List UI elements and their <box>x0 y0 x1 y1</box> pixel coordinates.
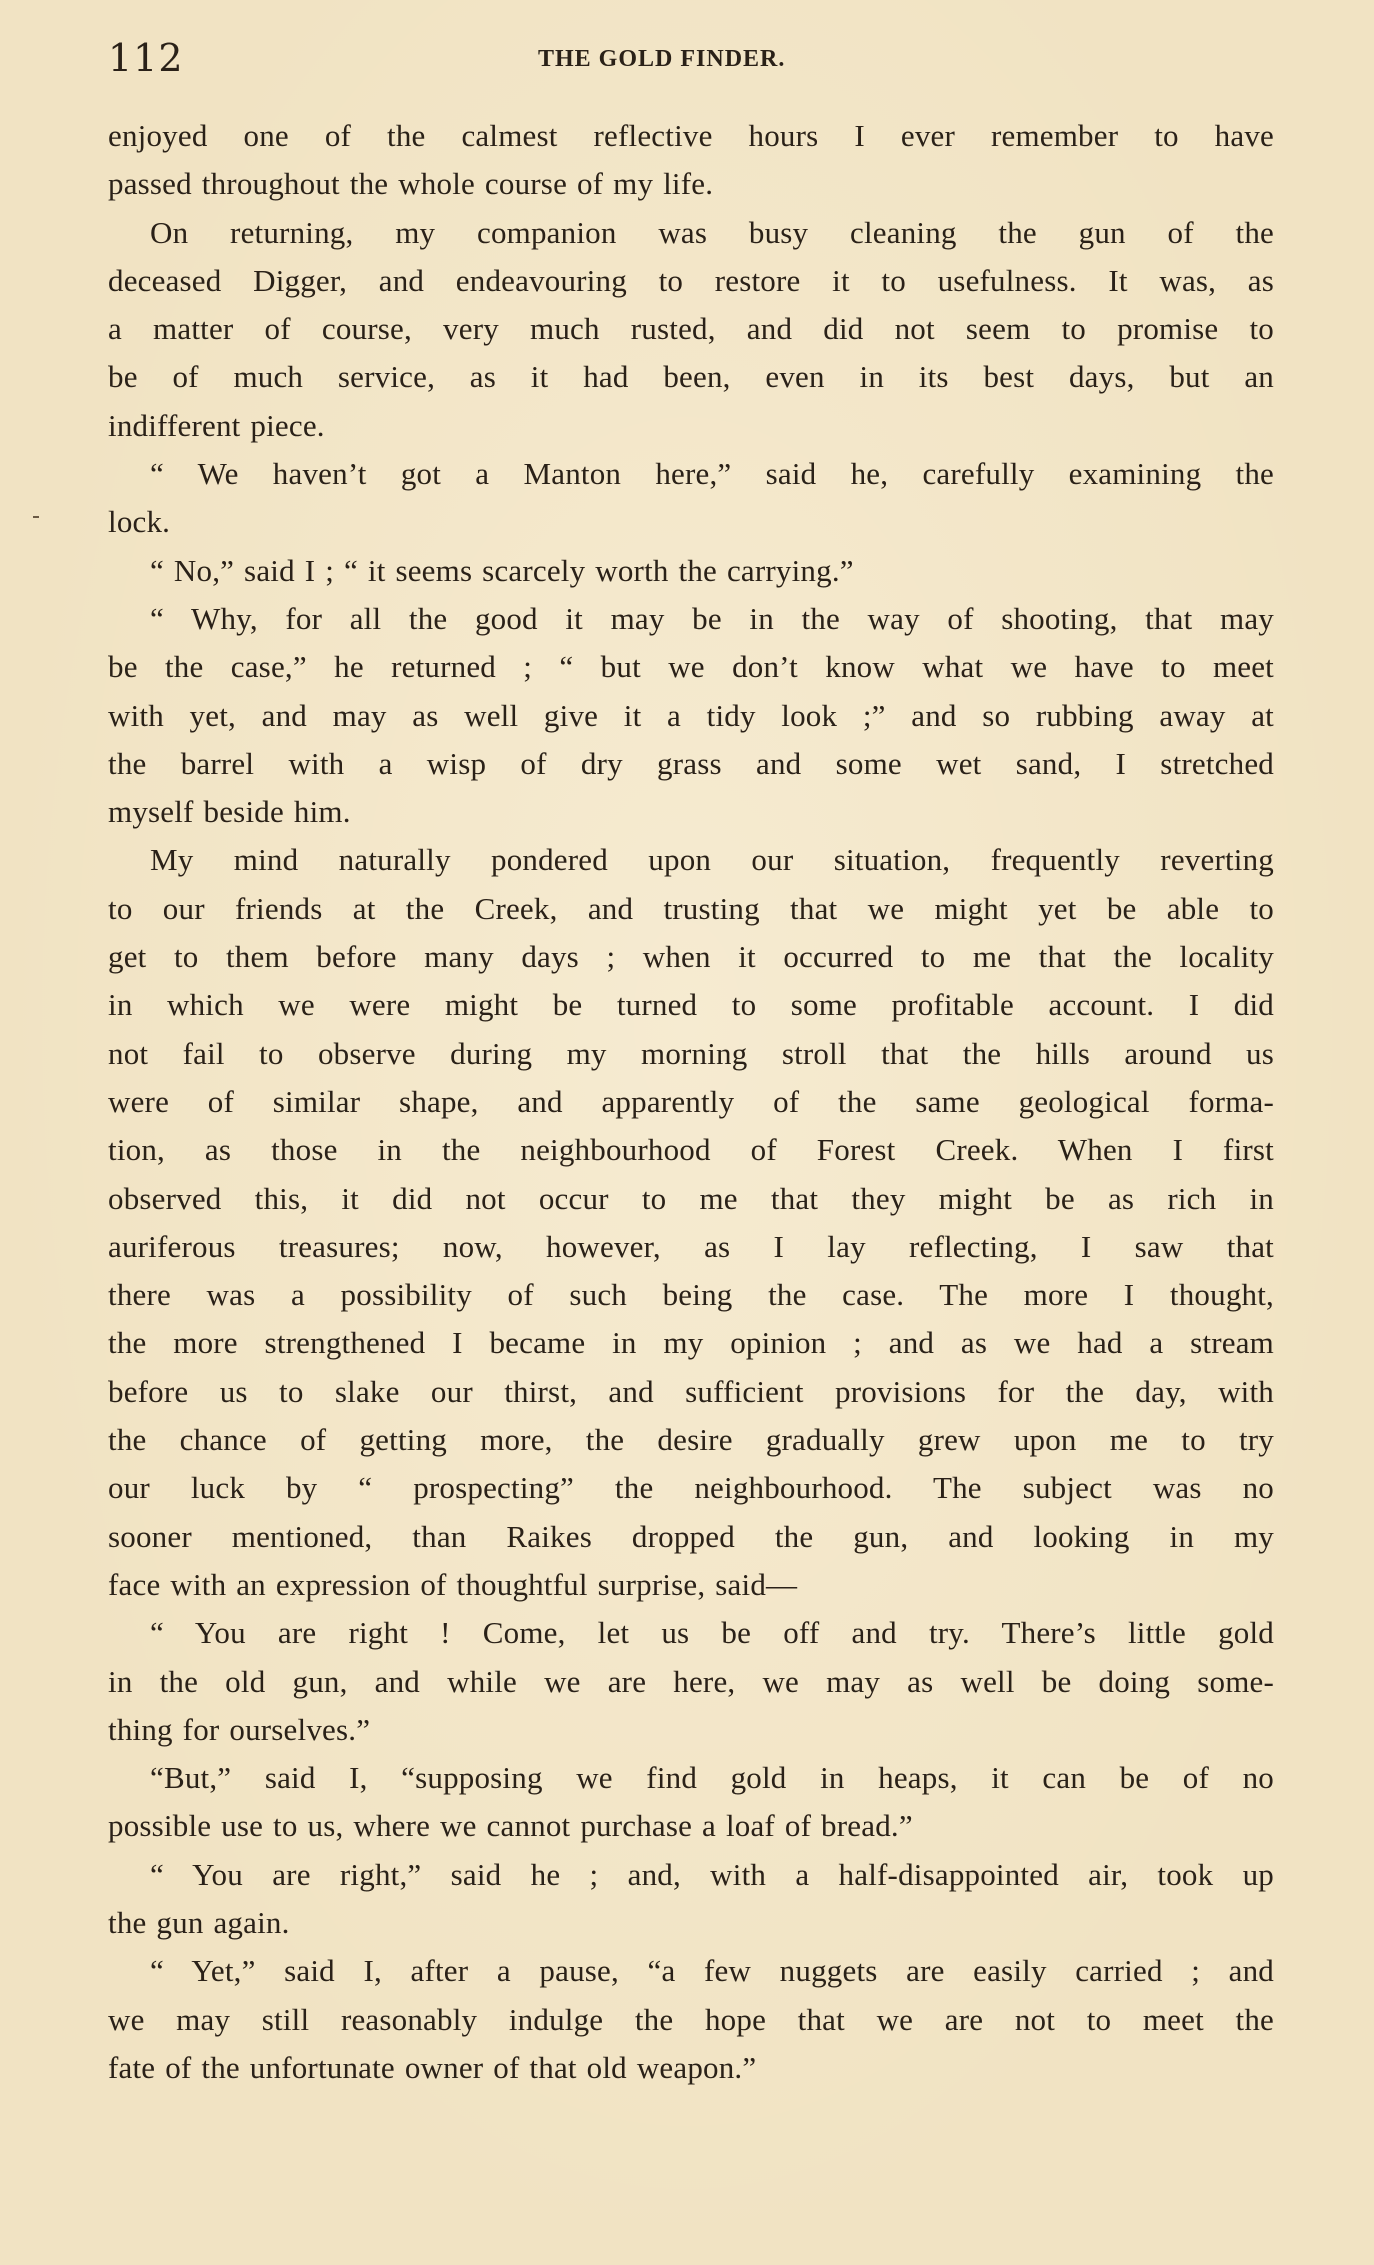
text-line: tion, as those in the neighbourhood of Forest Creek. When I first <box>108 1132 1274 1168</box>
text-line: not fail to observe during my morning stroll that the hills around us <box>108 1035 1274 1071</box>
text-line: auriferous treasures; now, however, as I lay reflecting, I saw that <box>108 1228 1274 1264</box>
text-line: before us to slake our thirst, and sufficient provisions for the day, with <box>108 1373 1274 1409</box>
text-line: a matter of course, very much rusted, and did not seem to promise to <box>108 311 1274 347</box>
text-line: there was a possibility of such being the case. The more I thought, <box>108 1277 1274 1313</box>
text-line: the barrel with a wisp of dry grass and some wet sand, I stretched <box>108 745 1274 781</box>
text-line: “ We haven’t got a Manton here,” said he, carefully examining the <box>150 456 1274 492</box>
text-line: the more strengthened I became in my opinion ; and as we had a stream <box>108 1325 1274 1361</box>
text-line: possible use to us, where we cannot purchase a loaf of bread.” <box>108 1808 913 1844</box>
text-line: our luck by “ prospecting” the neighbourhood. The subject was no <box>108 1470 1274 1506</box>
text-line: with yet, and may as well give it a tidy look ;” and so rubbing away at <box>108 697 1274 733</box>
text-line: the gun again. <box>108 1904 290 1940</box>
text-line: deceased Digger, and endeavouring to restore it to usefulness. It was, as <box>108 262 1274 298</box>
text-line: “ Yet,” said I, after a pause, “a few nuggets are easily carried ; and <box>150 1953 1274 1989</box>
page-number: 112 <box>108 36 184 80</box>
text-line: lock. <box>108 504 171 540</box>
text-line: enjoyed one of the calmest reflective hours I ever remember to have <box>108 118 1274 153</box>
text-line: “But,” said I, “supposing we find gold in heaps, it can be of no <box>150 1760 1274 1796</box>
page-header <box>108 36 1288 96</box>
running-head: THE GOLD FINDER. <box>538 46 786 72</box>
margin-mark <box>33 516 39 518</box>
text-line: be of much service, as it had been, even in its best days, but an <box>108 359 1274 395</box>
text-line: sooner mentioned, than Raikes dropped the gun, and looking in my <box>108 1518 1274 1554</box>
text-line: the chance of getting more, the desire gradually grew upon me to try <box>108 1422 1274 1458</box>
text-line: “ You are right ! Come, let us be off and try. There’s little gold <box>150 1615 1274 1651</box>
text-line: thing for ourselves.” <box>108 1711 371 1747</box>
text-line: observed this, it did not occur to me that they might be as rich in <box>108 1180 1274 1216</box>
text-line: we may still reasonably indulge the hope that we are not to meet the <box>108 2001 1274 2037</box>
text-line: On returning, my companion was busy cleaning the gun of the <box>150 214 1274 250</box>
text-line: My mind naturally pondered upon our situation, frequently reverting <box>150 842 1274 878</box>
text-line: myself beside him. <box>108 794 351 830</box>
text-line: in which we were might be turned to some profitable account. I did <box>108 987 1274 1023</box>
text-line: get to them before many days ; when it occurred to me that the locality <box>108 939 1274 975</box>
text-line: “ Why, for all the good it may be in the way of shooting, that may <box>150 600 1274 636</box>
text-line: passed throughout the whole course of my life. <box>108 166 714 202</box>
text-line: “ No,” said I ; “ it seems scarcely worth the carrying.” <box>150 552 854 588</box>
text-line: to our friends at the Creek, and trusting that we might yet be able to <box>108 890 1274 926</box>
text-line: face with an expression of thoughtful surprise, said— <box>108 1566 798 1602</box>
text-line: were of similar shape, and apparently of the same geological forma- <box>108 1083 1274 1119</box>
text-line: be the case,” he returned ; “ but we don’t know what we have to meet <box>108 649 1274 685</box>
text-line: indifferent piece. <box>108 407 325 443</box>
text-line: fate of the unfortunate owner of that old weapon.” <box>108 2049 757 2085</box>
text-line: in the old gun, and while we are here, we may as well be doing some- <box>108 1663 1274 1699</box>
body-text <box>108 112 1274 2092</box>
text-line: “ You are right,” said he ; and, with a half-disappointed air, took up <box>150 1856 1274 1892</box>
